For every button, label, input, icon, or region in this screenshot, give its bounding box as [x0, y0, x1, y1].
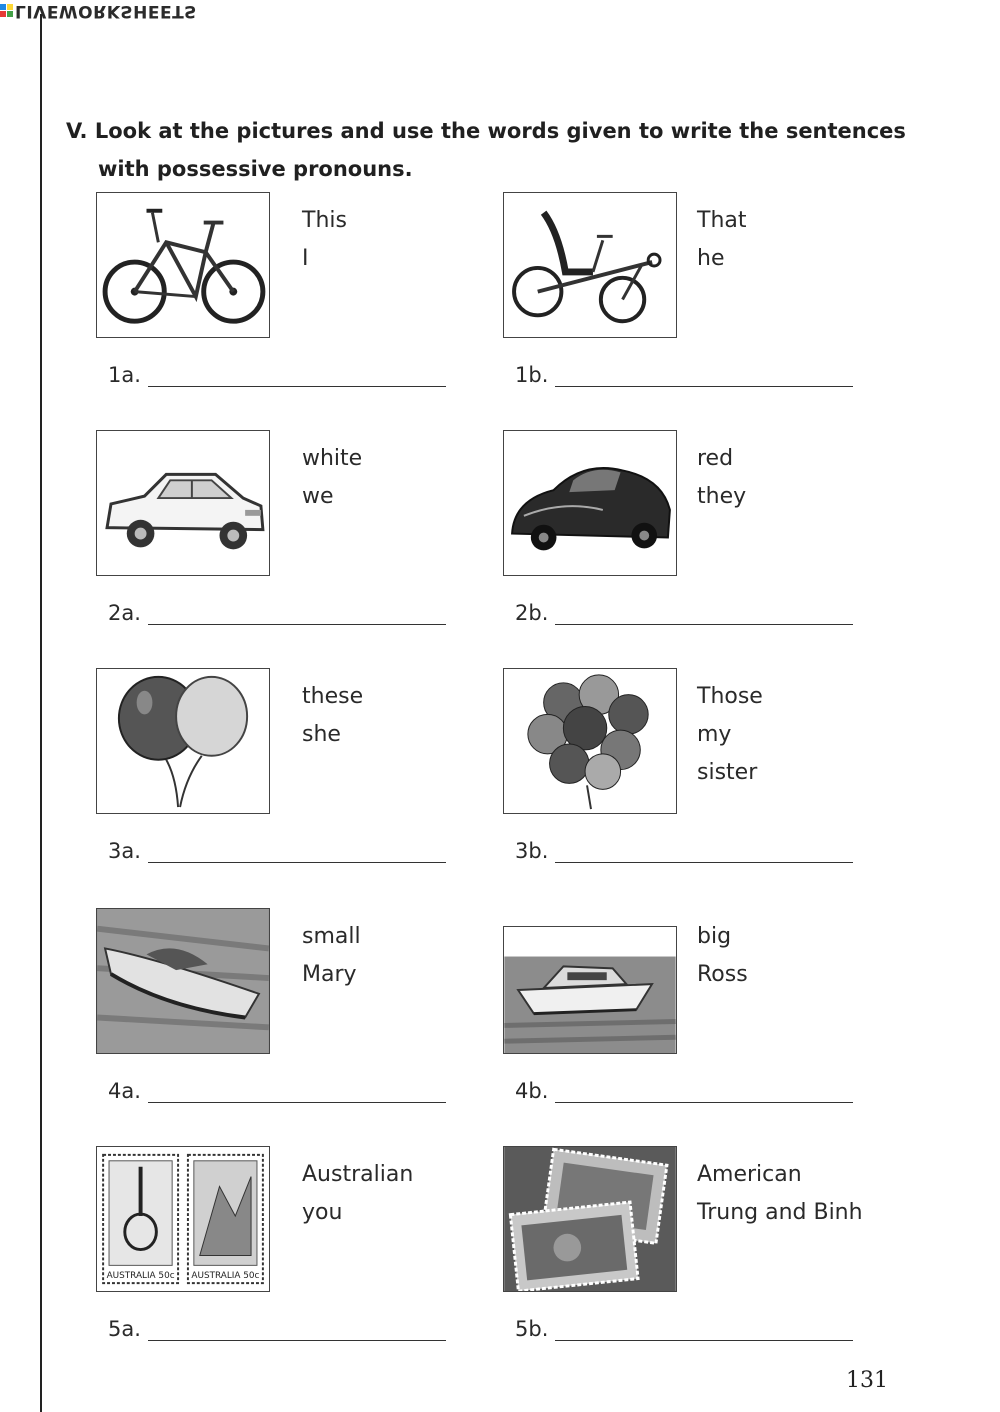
word-cue: I — [302, 246, 309, 271]
recumbent-bicycle-picture — [503, 192, 677, 338]
page-number: 131 — [846, 1368, 888, 1393]
sports-car-picture — [503, 430, 677, 576]
answer-label: 4b. — [515, 1079, 549, 1103]
word-cue: small — [302, 924, 361, 949]
yacht-picture — [503, 926, 677, 1054]
answer-input-5a[interactable] — [148, 1316, 446, 1341]
exercise-2a — [96, 430, 496, 650]
answer-input-4a[interactable] — [148, 1078, 446, 1103]
answer-row — [108, 1078, 446, 1103]
answer-input-2b[interactable] — [555, 600, 853, 625]
exercise-4b — [503, 908, 903, 1128]
answer-label: 5a. — [108, 1317, 141, 1341]
answer-row — [515, 1078, 853, 1103]
word-cues — [302, 202, 347, 278]
two-balloons-picture — [96, 668, 270, 814]
word-cue: sister — [697, 760, 758, 785]
word-cues — [697, 202, 747, 278]
answer-input-5b[interactable] — [555, 1316, 853, 1341]
instructions-line-1: V. Look at the pictures and use the words given to write the sentences — [66, 119, 906, 143]
answer-input-1a[interactable] — [148, 362, 446, 387]
word-cue: Ross — [697, 962, 748, 987]
word-cue: American — [697, 1162, 802, 1187]
answer-label: 2a. — [108, 601, 141, 625]
exercise-4a — [96, 908, 496, 1128]
australian-stamps-picture — [96, 1146, 270, 1292]
answer-input-3b[interactable] — [555, 838, 853, 863]
answer-input-1b[interactable] — [555, 362, 853, 387]
word-cue: he — [697, 246, 725, 271]
word-cues — [302, 440, 362, 516]
answer-label: 2b. — [515, 601, 549, 625]
word-cue: she — [302, 722, 341, 747]
word-cues — [302, 918, 361, 994]
word-cue: you — [302, 1200, 343, 1225]
answer-row — [108, 1316, 446, 1341]
answer-input-4b[interactable] — [555, 1078, 853, 1103]
white-car-picture — [96, 430, 270, 576]
word-cues — [697, 1156, 863, 1232]
stamp-caption: AUSTRALIA 50c — [106, 1271, 175, 1282]
exercise-1b — [503, 192, 903, 412]
stamp-caption: AUSTRALIA 50c — [191, 1271, 260, 1282]
word-cue: we — [302, 484, 334, 509]
margin-line — [40, 14, 42, 1412]
exercise-2b — [503, 430, 903, 650]
logo-text: LIVEWORKSHEETS — [15, 1, 197, 21]
liveworksheets-logo — [0, 0, 197, 22]
word-cue: red — [697, 446, 734, 471]
answer-row — [515, 838, 853, 863]
word-cue: Mary — [302, 962, 357, 987]
word-cue: they — [697, 484, 747, 509]
word-cues — [697, 918, 748, 994]
answer-label: 3a. — [108, 839, 141, 863]
exercise-5b — [503, 1146, 903, 1366]
exercise-instructions — [66, 112, 946, 188]
exercise-1a — [96, 192, 496, 412]
word-cue: white — [302, 446, 363, 471]
word-cues — [302, 1156, 413, 1232]
word-cue: my — [697, 722, 732, 747]
answer-row — [515, 362, 853, 387]
word-cue: Trung and Binh — [697, 1200, 863, 1225]
answer-input-3a[interactable] — [148, 838, 446, 863]
balloon-bunch-picture — [503, 668, 677, 814]
answer-label: 4a. — [108, 1079, 141, 1103]
word-cue: these — [302, 684, 364, 709]
word-cues — [302, 678, 363, 754]
answer-row — [108, 838, 446, 863]
word-cue: big — [697, 924, 732, 949]
bicycle-picture — [96, 192, 270, 338]
answer-row — [515, 1316, 853, 1341]
answer-label: 5b. — [515, 1317, 549, 1341]
word-cue: Those — [697, 684, 763, 709]
instructions-line-2: with possessive pronouns. — [98, 157, 413, 181]
word-cues — [697, 678, 763, 792]
word-cues — [697, 440, 746, 516]
word-cue: Australian — [302, 1162, 414, 1187]
word-cue: That — [697, 208, 747, 233]
exercise-5a — [96, 1146, 496, 1366]
logo-mark-icon — [0, 5, 13, 18]
word-cue: This — [302, 208, 347, 233]
speedboat-picture — [96, 908, 270, 1054]
exercise-3b — [503, 668, 903, 888]
answer-label: 3b. — [515, 839, 549, 863]
american-stamps-picture — [503, 1146, 677, 1292]
answer-row — [108, 600, 446, 625]
exercise-3a — [96, 668, 496, 888]
answer-input-2a[interactable] — [148, 600, 446, 625]
answer-row — [515, 600, 853, 625]
answer-label: 1a. — [108, 363, 141, 387]
answer-row — [108, 362, 446, 387]
answer-label: 1b. — [515, 363, 549, 387]
